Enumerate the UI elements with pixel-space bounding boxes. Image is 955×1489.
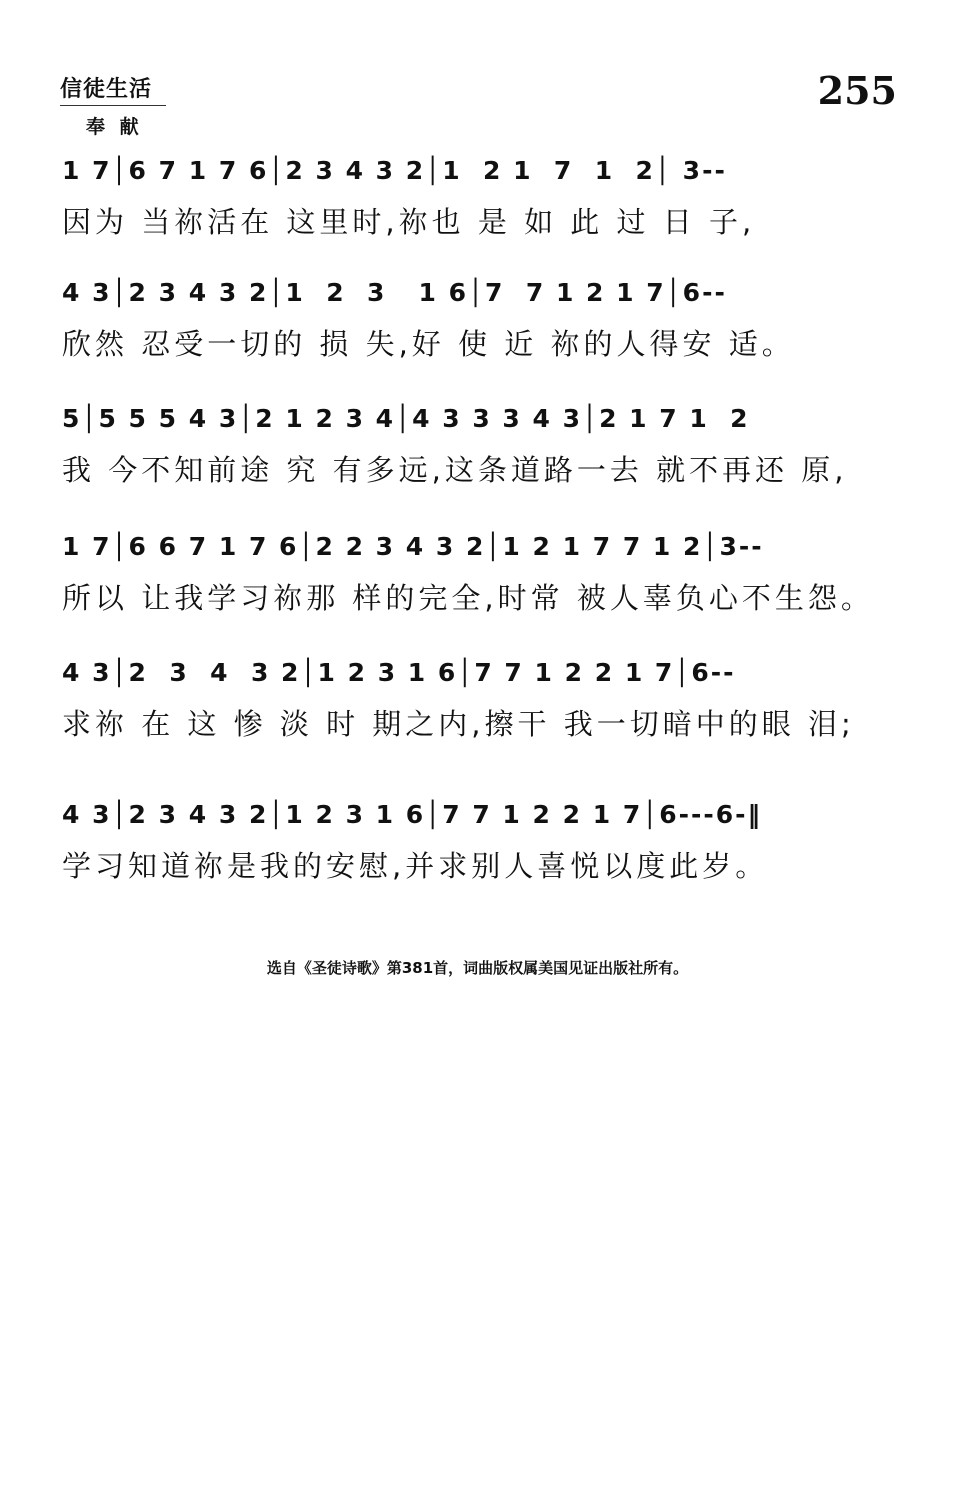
lyric-row: 学习知道祢是我的安慰,并求别人喜悦以度此岁。: [62, 849, 769, 883]
score-line-5: [62, 652, 912, 741]
score-line-2: [62, 272, 912, 361]
hymn-subcategory: 奉 献: [86, 116, 143, 138]
lyric-row: 因为 当祢活在 这里时,祢也 是 如 此 过 日 子,: [62, 205, 756, 239]
notation-row: 4 3│2 3 4 3 2│1 2 3 1 6│7 7 1 2 2 1 7│6---6-‖: [62, 794, 902, 838]
hymn-category: 信徒生活: [60, 72, 166, 106]
lyric-row: 欣然 忍受一切的 损 失,好 使 近 祢的人得安 适。: [62, 327, 795, 361]
score-line-3: [62, 398, 912, 487]
score-line-6: [62, 794, 912, 883]
lyric-row: 我 今不知前途 究 有多远,这条道路一去 就不再还 原,: [62, 453, 848, 487]
notation-row: 5│5 5 5 4 3│2 1 2 3 4│4 3 3 3 4 3│2 1 7 1 2: [62, 398, 902, 442]
hymn-number: 255: [817, 68, 897, 113]
lyric-row: 所以 让我学习祢那 样的完全,时常 被人辜负心不生怨。: [62, 581, 874, 615]
copyright-note: 选自《圣徒诗歌》第381首，词曲版权属美国见证出版社所有。: [266, 959, 689, 977]
score-line-4: [62, 526, 912, 615]
notation-row: 1 7│6 7 1 7 6│2 3 4 3 2│1 2 1 7 1 2│ 3--: [62, 150, 902, 194]
notation-row: 4 3│2 3 4 3 2│1 2 3 1 6│7 7 1 2 2 1 7│6--: [62, 652, 902, 696]
lyric-row: 求祢 在 这 惨 淡 时 期之内,擦干 我一切暗中的眼 泪;: [62, 707, 855, 741]
score-line-1: [62, 150, 912, 239]
notation-row: 1 7│6 6 7 1 7 6│2 2 3 4 3 2│1 2 1 7 7 1 2│3--: [62, 526, 902, 570]
notation-row: 4 3│2 3 4 3 2│1 2 3 1 6│7 7 1 2 1 7│6--: [62, 272, 902, 316]
